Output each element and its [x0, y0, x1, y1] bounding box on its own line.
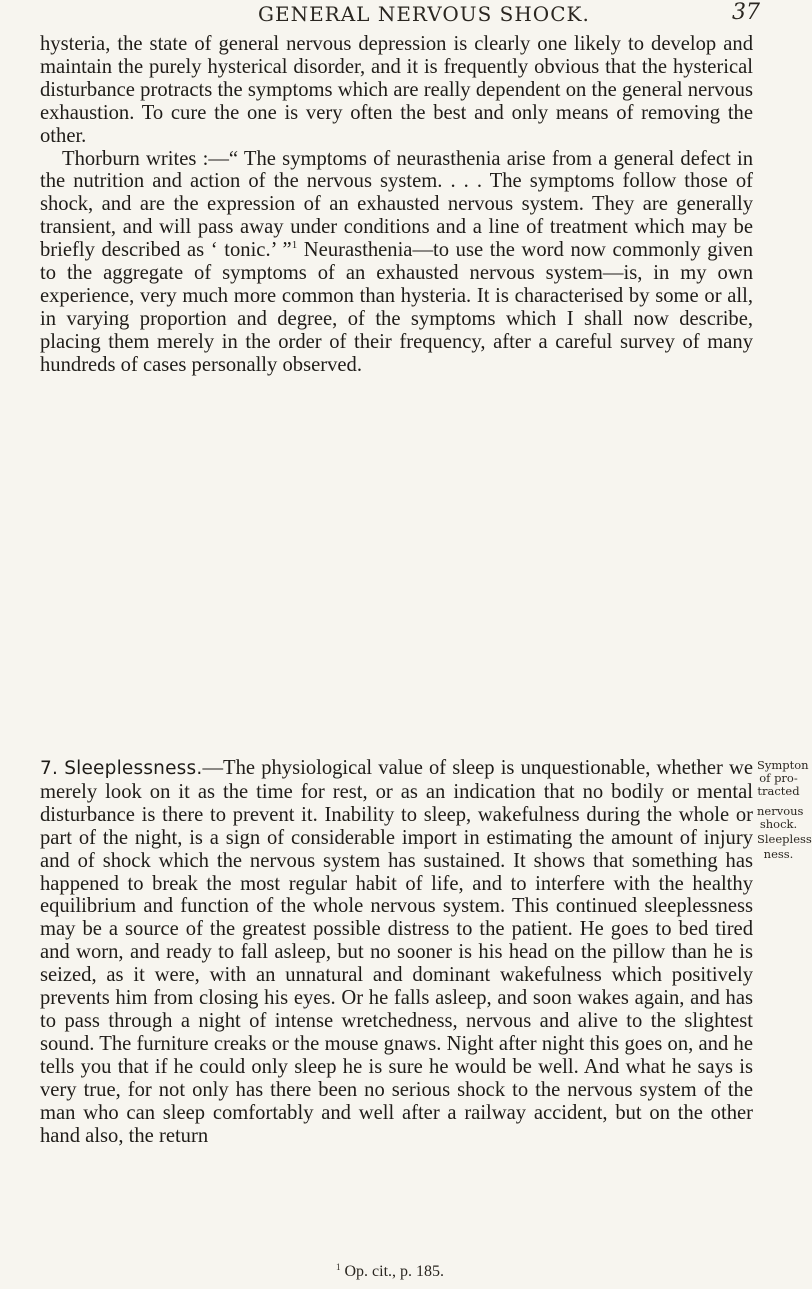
margin-note-line: shock.	[759, 817, 798, 831]
margin-note-line: ness.	[763, 847, 794, 861]
paragraph-hysteria	[40, 33, 753, 377]
page-number: 37	[732, 0, 760, 25]
footnote-text: Op. cit., p. 185.	[344, 1263, 445, 1280]
section-heading: Sleeplessness.	[64, 758, 203, 779]
section-number: 7.	[40, 758, 59, 779]
margin-note-line: tracted	[757, 784, 800, 798]
paragraph-sleeplessness-text: —The physiological value of sleep is unquestionable, whether we merely look on it as the time for rest, or as an indication that no bodily or mental disturbance is there to prevent it. Inability to sleep, wakefulness during the whole or part of the night, is a sign of considerable import in estimating the amount of injury and of shock which the nervous system has sustained. It shows that something has happened to break the most regular habit of life, and to interfere with the healthy equilibrium and function of the whole nervous system. This continued sleeplessness may be a source of the greatest possible distress to the patient. He goes to bed tired and worn, and ready to fall asleep, but no sooner is his head on the pillow than he is seized, as it were, with an unnatural and dominant wakefulness which positively prevents him from closing his eyes. Or he falls asleep, and soon wakes again, and has to pass through a night of intense wretchedness, nervous and alive to the slightest sound. The furniture creaks or the mouse gnaws. Night after night this goes on, and he tells you that if he could only sleep he is sure he would be well. And what he says is very true, for not only has there been no serious shock to the nervous system of the man who can sleep comfortably and well after a railway accident, but on the other hand also, the return	[40, 757, 753, 1147]
paragraph-neurasthenia-text: Neurasthenia—to use the word now commonly given to the aggregate of symptoms of an exhausted nervous system—is, in my own experience, very much more common than hysteria. It is characterised by some or all, in varying proportion and degree, of the symptoms which I shall now describe, placing them merely in the order of their frequency, after a careful survey of many hundreds of cases personally observed.	[40, 239, 753, 376]
footnote	[336, 1262, 444, 1281]
running-head: GENERAL NERVOUS SHOCK.	[258, 2, 590, 26]
paragraph-thorburn-quote: Thorburn writes :—“ The symptoms of neurasthenia arise from a general defect in the nutrition and action of the nervous system. . . . The symptoms follow those of shock, and are the expression of an exhausted nervous system. They are generally transient, and will pass away under conditions and a line of treatment which may be briefly described as ‘ tonic.’ ”	[40, 147, 753, 262]
margin-note-line: nervous	[757, 804, 804, 818]
footnote-reference: 1	[291, 239, 298, 252]
paragraph-hysteria-text: hysteria, the state of general nervous depression is clearly one likely to develop and maintain the purely hysterical disorder, and it is frequently obvious that the hysterical disturbance protracts the symptoms which are really dependent on the general nervous exhaustion. To cure the one is very often the best and only means of removing the other.	[40, 33, 753, 147]
margin-note-line: Sleepless	[757, 832, 812, 846]
paragraph-sleeplessness	[40, 757, 753, 1147]
margin-note-line: of pro-	[759, 771, 798, 785]
footnote-marker: 1	[336, 1262, 341, 1272]
margin-note-line: Sympton	[757, 758, 809, 772]
